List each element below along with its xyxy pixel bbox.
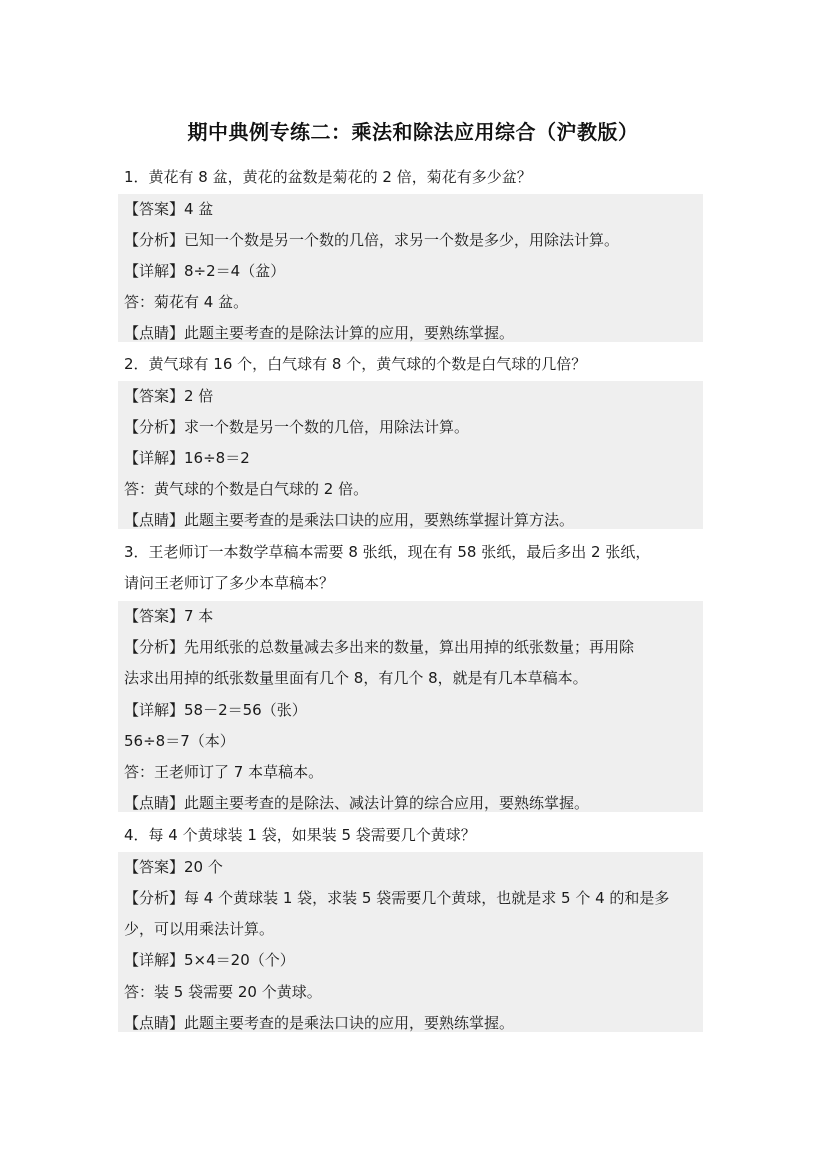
detail-2-line-1: 【详解】16÷8＝2 <box>124 449 250 467</box>
answer-3: 【答案】7 本 <box>124 607 214 625</box>
comment-1: 【点睛】此题主要考查的是除法计算的应用，要熟练掌握。 <box>124 324 515 342</box>
question-1: 1．黄花有 8 盆，黄花的盆数是菊花的 2 倍，菊花有多少盆？ <box>124 168 532 186</box>
question-4: 4．每 4 个黄球装 1 袋，如果装 5 袋需要几个黄球？ <box>124 826 476 844</box>
detail-1-line-1: 【详解】8÷2＝4（盆） <box>124 262 286 280</box>
analysis-2: 【分析】求一个数是另一个数的几倍，用除法计算。 <box>124 418 470 436</box>
analysis-4-line-1: 【分析】每 4 个黄球装 1 袋，求装 5 袋需要几个黄球，也就是求 5 个 4 的和是多 <box>124 889 670 907</box>
analysis-4-line-2: 少，可以用乘法计算。 <box>124 920 275 938</box>
detail-1-line-2: 答：菊花有 4 盆。 <box>124 293 249 311</box>
analysis-1: 【分析】已知一个数是另一个数的几倍，求另一个数是多少，用除法计算。 <box>124 231 620 249</box>
comment-4: 【点睛】此题主要考查的是乘法口诀的应用，要熟练掌握。 <box>124 1014 515 1032</box>
answer-4: 【答案】20 个 <box>124 858 223 876</box>
question-3-line-1: 3．王老师订一本数学草稿本需要 8 张纸，现在有 58 张纸，最后多出 2 张纸， <box>124 543 651 561</box>
detail-3-line-3: 答：王老师订了 7 本草稿本。 <box>124 763 324 781</box>
answer-1: 【答案】4 盆 <box>124 200 214 218</box>
comment-2: 【点睛】此题主要考查的是乘法口诀的应用，要熟练掌握计算方法。 <box>124 511 575 529</box>
comment-3: 【点睛】此题主要考查的是除法、减法计算的综合应用，要熟练掌握。 <box>124 794 590 812</box>
detail-2-line-2: 答：黄气球的个数是白气球的 2 倍。 <box>124 480 369 498</box>
analysis-3-line-2: 法求出用掉的纸张数量里面有几个 8，有几个 8，就是有几本草稿本。 <box>124 669 588 687</box>
page-title: 期中典例专练二：乘法和除法应用综合（沪教版） <box>187 120 639 144</box>
detail-3-line-2: 56÷8＝7（本） <box>124 732 235 750</box>
detail-4-line-1: 【详解】5×4＝20（个） <box>124 951 295 969</box>
detail-4-line-2: 答：装 5 袋需要 20 个黄球。 <box>124 983 322 1001</box>
answer-2: 【答案】2 倍 <box>124 387 214 405</box>
question-3-line-2: 请问王老师订了多少本草稿本？ <box>124 574 335 592</box>
detail-3-line-1: 【详解】58－2＝56（张） <box>124 701 307 719</box>
question-2: 2．黄气球有 16 个，白气球有 8 个，黄气球的个数是白气球的几倍？ <box>124 355 587 373</box>
analysis-3-line-1: 【分析】先用纸张的总数量减去多出来的数量，算出用掉的纸张数量；再用除 <box>124 638 635 656</box>
